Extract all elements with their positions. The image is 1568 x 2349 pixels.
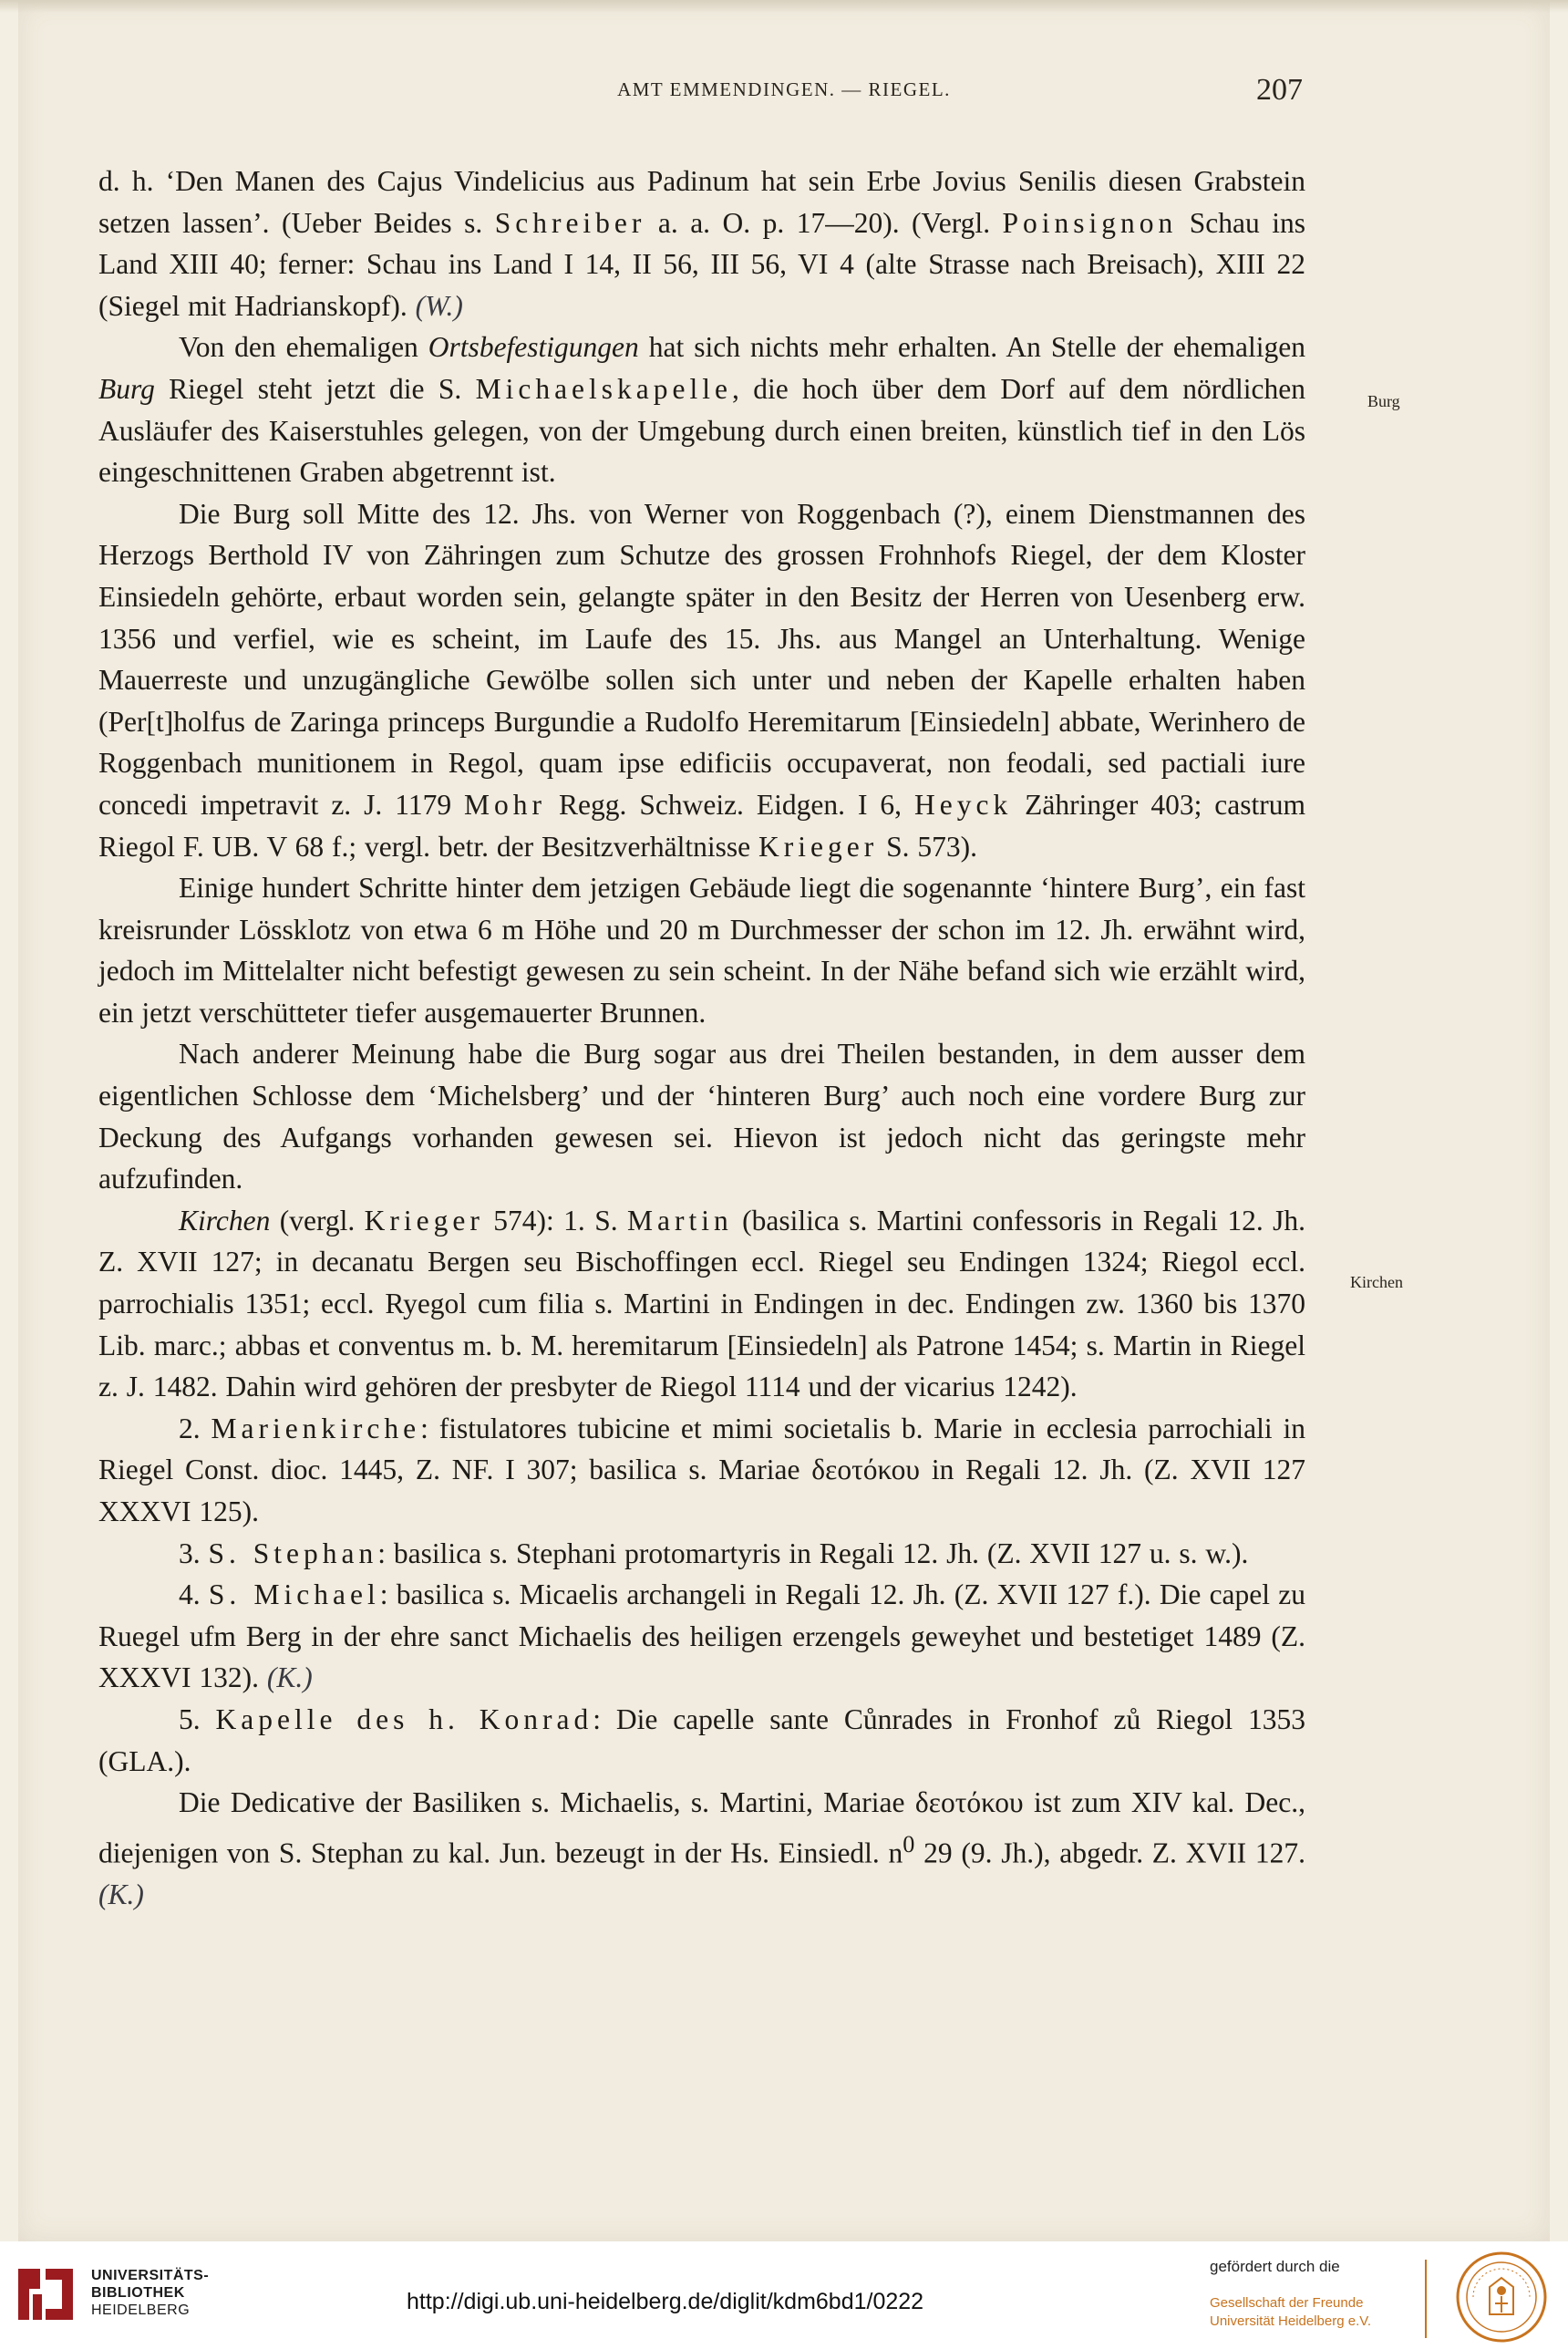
text-run: Die Burg soll Mitte des 12. Jhs. von Werner von Roggenbach (?), einem Dienstmannen des Herzogs Berthold IV von Zähringen zum Schutze des grossen Frohnhofs Riegel, der dem Kloster Einsiedeln gehörte, erbaut worden sein, gelangte später in den Besitz der Herren von Uesenberg erw. 1356 und verfiel, wie es scheint, im Laufe des 15. Jhs. aus Mangel an Unterhaltung. Wenige Mauerreste und unzugängliche Gewölbe sollen sich unter und neben der Kapelle erhalten haben (Per[t]holfus de Zaringa princeps Burgundie a Rudolfo Heremitarum [Einsiedeln] abbate, Werinhero de Roggenbach munitionem in Regol, quam ipse edificiis occupaverat, non feodali, sed pactiali iure concedi impetravit z. J. 1179 bbox=[98, 497, 1305, 821]
text-run: 3. bbox=[179, 1537, 209, 1569]
paragraph bbox=[98, 1699, 1305, 1782]
spaced-name: Mohr bbox=[464, 788, 547, 821]
paragraph bbox=[98, 160, 1305, 326]
spaced-name: S. Stephan bbox=[208, 1537, 378, 1569]
margin-note-kirchen: Kirchen bbox=[1350, 1273, 1403, 1291]
text-run: (basilica s. Martini confessoris in Regali 12. Jh. Z. XVII 127; in decanatu Bergen seu Bischoffingen eccl. Riegel seu Endingen 1324; Riegol eccl. parrochialis 1351; eccl. Ryegol cum filia s. Martini in Endingen in dec. Endingen zw. 1360 bis 1370 Lib. marc.; abbas et conventus m. b. M. heremitarum [Einsiedeln] als Patrone 1454; s. Martin in Riegel z. J. 1482. Dahin wird gehören der presbyter de Riegol 1114 und der vicarius 1242). bbox=[98, 1204, 1305, 1403]
italic-term: Kirchen bbox=[179, 1204, 271, 1237]
paragraph bbox=[98, 1408, 1305, 1533]
italic-term: Burg bbox=[98, 372, 155, 405]
text-run: : basilica s. Micaelis archangeli in Regali 12. Jh. (Z. XVII 127 f.). Die capel zu Ruegel ufm Berg in der ehre sanct Michaelis des heiligen erzengels geweyhet und bestetiget 1489 (Z. XXXVI 132). bbox=[98, 1578, 1306, 1694]
text-run: Von den ehemaligen bbox=[179, 331, 428, 364]
text-run: 574): 1. S. bbox=[483, 1204, 627, 1237]
author-signature: (K.) bbox=[98, 1878, 144, 1910]
spaced-name: Marienkirche bbox=[211, 1412, 421, 1444]
text-run: : basilica s. Stephani protomartyris in Regali 12. Jh. (Z. XVII 127 u. s. w.). bbox=[377, 1537, 1249, 1569]
text-run: d. h. ‘Den Manen des Cajus Vindelicius aus Padinum hat sein Erbe Jovius Senilis diesen Grabstein setzen lassen’. (Ueber Beides s. bbox=[98, 165, 1305, 239]
paragraph bbox=[98, 1200, 1305, 1408]
spaced-name: Kapelle des h. Konrad bbox=[215, 1702, 593, 1735]
running-head: AMT EMMENDINGEN. — RIEGEL. bbox=[617, 78, 951, 100]
spaced-name: Krieger bbox=[758, 830, 879, 863]
text-run: (vergl. bbox=[270, 1204, 365, 1237]
text-run: S. 573). bbox=[878, 830, 977, 863]
spaced-name: Michaelskapelle bbox=[475, 372, 732, 405]
text-run: : fistulatores tubicine et mimi societalis b. Marie in ecclesia parrochiali in Riegel Const. dioc. 1445, Z. NF. I 307; basilica s. Mariae δεοτόκου in Regali 12. Jh. (Z. XVII 127 XXXVI 125). bbox=[98, 1412, 1305, 1527]
society-name-line: Gesellschaft der Freunde bbox=[1210, 2295, 1364, 2311]
society-name[interactable] bbox=[1210, 2294, 1371, 2331]
library-logo-icon[interactable] bbox=[13, 2261, 78, 2327]
library-name-line: UNIVERSITÄTS- bbox=[91, 2268, 210, 2283]
text-run: Die Dedicative der Basiliken s. Michaelis, s. Martini, Mariae δεοτόκου ist zum XIV kal. Dec., diejenigen von S. Stephan zu kal. Jun. bezeugt in der Hs. Einsiedl. n bbox=[98, 1786, 1305, 1869]
body-text bbox=[98, 160, 1305, 1915]
text-run: hat sich nichts mehr erhalten. An Stelle der ehemaligen bbox=[638, 331, 1305, 364]
funded-by-label: gefördert durch die bbox=[1210, 2258, 1340, 2275]
text-run: 4. bbox=[179, 1578, 209, 1611]
paragraph bbox=[98, 493, 1305, 867]
author-signature: (K.) bbox=[266, 1661, 313, 1694]
spaced-name: S. Michael bbox=[208, 1578, 380, 1611]
society-name-line: Universität Heidelberg e.V. bbox=[1210, 2313, 1372, 2329]
superscript: 0 bbox=[903, 1830, 915, 1857]
library-name-line: HEIDELBERG bbox=[91, 2302, 191, 2318]
text-run: 2. bbox=[179, 1412, 211, 1444]
spaced-name: Schreiber bbox=[494, 206, 646, 239]
margin-note-burg: Burg bbox=[1367, 392, 1400, 410]
paragraph bbox=[98, 1574, 1305, 1699]
paragraph: Nach anderer Meinung habe die Burg sogar aus drei Theilen bestanden, in dem ausser dem eigentlichen Schlosse dem ‘Michelsberg’ und der ‘hinteren Burg’ auch noch eine vordere Burg zur Deckung des Aufgangs vorhanden gewesen sei. Hievon ist jedoch nicht das geringste mehr aufzufinden. bbox=[98, 1038, 1305, 1195]
text-run: 29 (9. Jh.), abgedr. Z. XVII 127. bbox=[914, 1837, 1305, 1869]
library-name bbox=[91, 2267, 209, 2319]
paragraph bbox=[98, 326, 1305, 492]
permalink-url[interactable]: http://digi.ub.uni-heidelberg.de/diglit/kdm6bd1/0222 bbox=[407, 2289, 924, 2314]
author-signature: (W.) bbox=[415, 289, 463, 322]
footer-divider bbox=[1425, 2260, 1427, 2338]
text-run: Zähringer 403; castrum Riegol F. UB. V 68 f.; vergl. betr. der Besitzverhältnisse bbox=[98, 788, 1306, 863]
spaced-name: Heyck bbox=[914, 788, 1013, 821]
italic-term: Ortsbefestigungen bbox=[428, 331, 639, 364]
page-number: 207 bbox=[1256, 73, 1303, 107]
text-run: , die hoch über dem Dorf auf dem nördlichen Ausläufer des Kaiserstuhles gelegen, von der Umgebung durch einen breiten, künstlich tief in den Lös eingeschnittenen Graben abgetrennt ist. bbox=[98, 372, 1305, 489]
paragraph bbox=[98, 1782, 1305, 1915]
university-seal-icon bbox=[1455, 2251, 1548, 2344]
spaced-name: Martin bbox=[627, 1204, 733, 1237]
library-name-line: BIBLIOTHEK bbox=[91, 2285, 185, 2301]
scan-edge bbox=[0, 0, 1568, 13]
text-run: a. a. O. p. 17—20). (Vergl. bbox=[645, 206, 1003, 239]
text-run: Regg. Schweiz. Eidgen. I 6, bbox=[546, 788, 914, 821]
viewer-footer bbox=[0, 2241, 1568, 2349]
spaced-name: Krieger bbox=[364, 1204, 484, 1237]
paragraph bbox=[98, 1533, 1305, 1575]
text-run: Schau ins Land XIII 40; ferner: Schau ins Land I 14, II 56, III 56, VI 4 (alte Strasse nach Breisach), XIII 22 (Siegel mit Hadrianskopf). bbox=[98, 206, 1305, 322]
text-run: 5. bbox=[179, 1702, 216, 1735]
text-run: : Die capelle sante Cůnrades in Fronhof zů Riegol 1353 (GLA.). bbox=[98, 1702, 1305, 1777]
text-run: Riegel steht jetzt die S. bbox=[154, 372, 476, 405]
paragraph: Einige hundert Schritte hinter dem jetzigen Gebäude liegt die sogenannte ‘hintere Burg’, ein fast kreisrunder Lössklotz von etwa 6 m Höhe und 20 m Durchmesser der schon im 12. Jh. erwähnt wird, jedoch im Mittelalter nicht befestigt gewesen zu sein scheint. In der Nähe befand sich wie erzählt wird, ein jetzt verschütteter tiefer ausgemauerter Brunnen. bbox=[98, 872, 1305, 1029]
spaced-name: Poinsignon bbox=[1002, 206, 1178, 239]
